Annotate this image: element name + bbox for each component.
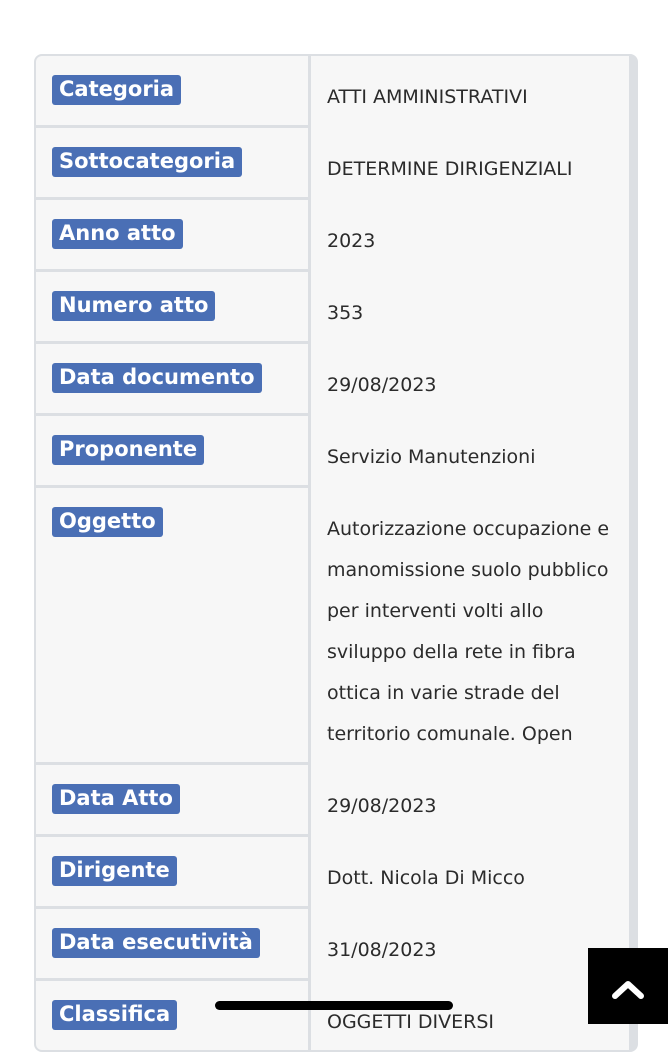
field-label-data-documento: Data documento (52, 363, 262, 393)
field-value-data-atto: 29/08/2023 (327, 795, 437, 817)
field-label-data-esecutivita: Data esecutività (52, 928, 260, 958)
table-row (36, 765, 636, 834)
field-value-data-esecutivita: 31/08/2023 (327, 939, 437, 961)
field-label-numero-atto: Numero atto (52, 291, 215, 321)
table-row (36, 200, 636, 269)
table-row (36, 837, 636, 906)
table-row (36, 981, 636, 1050)
table-row (36, 128, 636, 197)
field-value-dirigente: Dott. Nicola Di Micco (327, 867, 525, 889)
table-row (36, 344, 636, 413)
field-value-oggetto: Autorizzazione occupazione e manomissione suolo pubblico per interventi volti allo sviluppo della rete in fibra ottica in varie strade del territorio comunale. Open (327, 518, 610, 745)
details-table (34, 54, 638, 1052)
field-value-categoria: ATTI AMMINISTRATIVI (327, 86, 528, 108)
field-label-oggetto: Oggetto (52, 507, 163, 537)
field-label-dirigente: Dirigente (52, 856, 177, 886)
field-value-classifica: OGGETTI DIVERSI (327, 1011, 495, 1033)
home-indicator[interactable] (215, 1001, 453, 1010)
field-value-data-documento: 29/08/2023 (327, 374, 437, 396)
field-label-data-atto: Data Atto (52, 784, 180, 814)
table-row (36, 488, 636, 762)
field-value-anno-atto: 2023 (327, 230, 376, 252)
chevron-up-icon (588, 948, 668, 1024)
scroll-to-top-button[interactable] (588, 948, 668, 1024)
table-row (36, 416, 636, 485)
field-label-sottocategoria: Sottocategoria (52, 147, 242, 177)
field-label-anno-atto: Anno atto (52, 219, 183, 249)
field-value-numero-atto: 353 (327, 302, 364, 324)
table-row (36, 272, 636, 341)
field-value-sottocategoria: DETERMINE DIRIGENZIALI (327, 158, 573, 180)
field-value-proponente: Servizio Manutenzioni (327, 446, 536, 468)
field-label-classifica: Classifica (52, 1000, 177, 1030)
field-label-categoria: Categoria (52, 75, 181, 105)
table-row (36, 56, 636, 125)
field-label-proponente: Proponente (52, 435, 204, 465)
table-row (36, 909, 636, 978)
